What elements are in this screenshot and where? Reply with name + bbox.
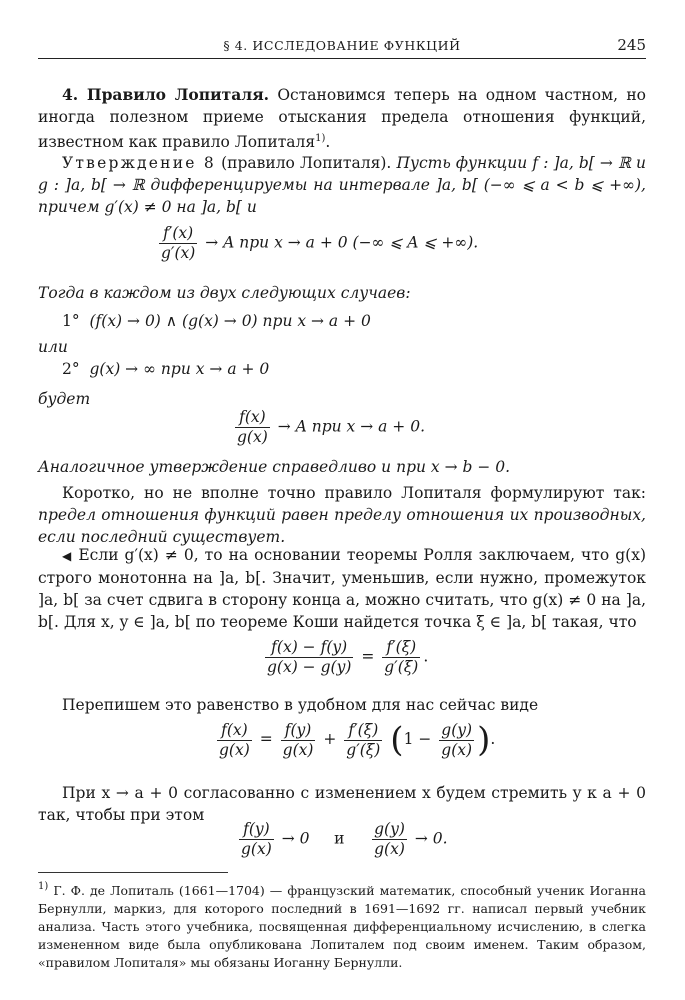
running-header — [38, 36, 646, 60]
statement-body-2: дифференцируемы на интервале — [150, 176, 430, 194]
remark-plain: Коротко, но не вполне точно правило Лопиталя формулируют так: — [62, 484, 646, 502]
statement-body-4: на — [176, 198, 196, 216]
footnote-mark: 1) — [38, 881, 49, 892]
rule-remark — [38, 482, 646, 548]
frac-den: g(x) − g(y) — [267, 658, 352, 676]
proof-paragraph-2: Перепишем это равенство в удобном для нас сейчас виде — [62, 696, 539, 714]
arrow-zero-2: → 0. — [414, 829, 448, 848]
frac-den: g(x) — [282, 740, 314, 759]
interval-2: ]a, b[ — [200, 198, 242, 216]
limit2-tail: → A при x → a + 0. — [277, 417, 426, 436]
limits-equation — [236, 820, 448, 859]
fraction-gy-gx — [372, 820, 407, 859]
section-heading: 4. Правило Лопиталя. — [62, 85, 270, 104]
g-domain: g : ]a, b[ → ℝ — [38, 176, 145, 194]
right-paren: ) — [477, 720, 491, 760]
frac-num: f(x) — [235, 408, 270, 428]
cauchy-equation: $\frac{f(x) - f(y)}{g(x) - g(y)}$ = $\frac{f'(\xi)}{g'(\xi)}$ . — [267, 638, 429, 676]
case-2-formula: g(x) → ∞ при x → a + 0 — [89, 360, 270, 378]
footnote-text: Г. Ф. де Лопиталь (1661—1704) — французский математик, способный ученик Иоганна Бернулли, маркиз, для которого последний в 1691—1692 гг. написал первый учебник анализа. Часть этого учебника, посвященная дифференциальному исчислению, в слегка измененном виде была опубликована Лопиталем под своим именем. Таким образом, «правилом Лопиталя» мы обязаны Иоганну Бернулли. — [38, 883, 646, 970]
frac-num: f(x) − f(y) — [265, 638, 353, 658]
intro-end: . — [325, 133, 331, 151]
statement-body-3: причем — [38, 198, 100, 216]
fraction-diff — [265, 638, 353, 677]
proof-start-mark: ◀ — [62, 549, 73, 563]
section-intro-text: Остановимся теперь на одном частном, но иногда полезном приеме отыскания предела отношения функций, известном как правило Лопиталя — [38, 86, 646, 151]
footnote — [38, 878, 646, 972]
frac-den: g(x) — [237, 428, 268, 446]
then-cases: Тогда в каждом из двух следующих случаев: — [38, 284, 411, 302]
footnote-rule — [38, 872, 228, 873]
frac-num: f′(x) — [159, 224, 197, 244]
running-header-title: § 4. ИССЛЕДОВАНИЕ ФУНКЦИЙ — [223, 38, 461, 53]
frac-den: g(x) — [241, 840, 272, 858]
left-paren: ( — [390, 720, 404, 760]
statement-label: Утверждение 8 — [62, 154, 216, 172]
frac-den: g′(x) — [161, 244, 196, 262]
footnote-ref: 1) — [315, 133, 326, 144]
interval: ]a, b[ (−∞ ⩽ a < b ⩽ +∞), — [435, 176, 646, 194]
statement-body-5: и — [246, 198, 257, 216]
remark-italic: предел отношения функций равен пределу отношения их производных, если последний существует. — [38, 506, 646, 546]
analog-statement: Аналогичное утверждение справедливо и при x → b − 0. — [38, 458, 511, 476]
statement-label-paren: (правило Лопиталя). — [221, 154, 392, 172]
fraction-derivatives — [159, 224, 197, 263]
page-number: 245 — [617, 36, 646, 54]
proof-paragraph-1 — [38, 544, 646, 633]
frac-num: f(x) — [217, 721, 252, 741]
one-minus: 1 − — [403, 730, 432, 748]
limit-tail: → A при x → a + 0 (−∞ ⩽ A ⩽ +∞). — [205, 233, 479, 252]
proof-paragraph-3: При x → a + 0 согласованно с изменением x будем стремить y к a + 0 так, чтобы при этом — [38, 784, 646, 824]
statement-8 — [38, 152, 646, 218]
frac-den: g(x) — [374, 840, 405, 858]
fraction-a — [217, 721, 252, 760]
gprime-nonzero: g′(x) ≠ 0 — [104, 198, 172, 216]
proof-text-1: Если g′(x) ≠ 0, то на основании теоремы Ролля заключаем, что g(x) строго монотонна на ]a, b[. Значит, уменьшив, если нужно, промежуток ]a, b[ за счет сдвига в сторону конца a, можно считать, что g(x) ≠ 0 на ]a, b[. Для x, y ∈ ]a, b[ по теореме Коши найдется точка ξ ∈ ]a, b[ такая, что — [38, 546, 646, 631]
limit-condition — [156, 224, 478, 263]
rewritten-equation: $\frac{f(x)}{g(x)}$ = $\frac{f(y)}{g(x)}$ + $\frac{f'(\xi)}{g'(\xi)}$ (1 − $\frac{g(y)}{g(x)}$ ). — [219, 720, 496, 760]
case-1 — [62, 312, 371, 330]
f-domain: f : ]a, b[ → ℝ и — [532, 154, 646, 172]
case-1-formula: (f(x) → 0) ∧ (g(x) → 0) при x → a + 0 — [89, 312, 371, 330]
frac-den: g(x) — [441, 740, 473, 759]
frac-num: f(y) — [239, 820, 274, 840]
fraction-functions — [235, 408, 270, 447]
header-rule — [38, 58, 646, 59]
frac-num: f(y) — [281, 721, 316, 741]
fraction-derivative-xi — [382, 638, 420, 677]
frac-den: g′(ξ) — [346, 740, 381, 759]
arrow-zero-1: → 0 — [281, 829, 310, 848]
and-word: и — [334, 829, 345, 848]
frac-den: g(x) — [219, 740, 250, 759]
frac-num: g(y) — [374, 820, 405, 838]
case-2-number: 2° — [62, 360, 80, 378]
fraction-d — [439, 721, 474, 760]
frac-num: f′(ξ) — [382, 638, 420, 658]
statement-body-1: Пусть функции — [396, 154, 528, 172]
case-1-number: 1° — [62, 312, 80, 330]
case-2 — [62, 360, 269, 378]
limit-conclusion — [232, 408, 425, 447]
fraction-c — [344, 721, 382, 760]
frac-num: g(y) — [441, 720, 473, 739]
fraction-b — [281, 721, 316, 760]
fraction-fy-gx — [239, 820, 274, 859]
will-be: будет — [38, 390, 91, 408]
or-word: или — [38, 338, 68, 356]
frac-num: f′(ξ) — [344, 721, 382, 741]
section-intro — [38, 84, 646, 153]
frac-den: g′(ξ) — [384, 658, 419, 676]
